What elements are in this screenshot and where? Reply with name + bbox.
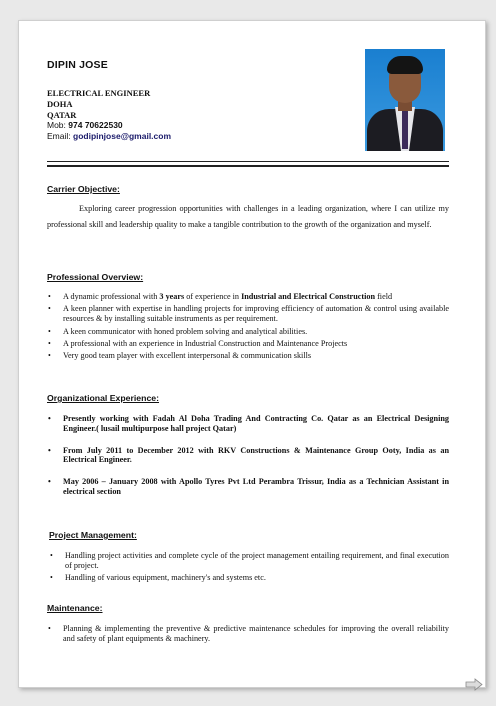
objective-section xyxy=(47,184,449,232)
header-divider xyxy=(47,161,449,162)
project-section xyxy=(49,530,449,586)
list-item: • From July 2011 to December 2012 with RKV Constructions & Maintenance Group Ooty, India as an Electrical Engineer. xyxy=(47,446,449,466)
list-item: • May 2006 – January 2008 with Apollo Tyres Pvt Ltd Perambra Trissur, India as a Technician Assistant in electrical section xyxy=(47,477,449,497)
objective-heading: Carrier Objective: xyxy=(47,184,120,194)
list-item: • A keen communicator with honed problem solving and analytical abilities. xyxy=(47,327,449,337)
overview-section xyxy=(47,272,449,364)
header-divider-thick xyxy=(47,165,449,167)
list-item: • Presently working with Fadah Al Doha Trading And Contracting Co. Qatar as an Electrical Designing Engineer.( lusail multipurpose hall project Qatar) xyxy=(47,414,449,434)
list-item: • Handling of various equipment, machinery's and systems etc. xyxy=(49,573,449,583)
experience-heading: Organizational Experience: xyxy=(47,393,160,403)
mobile-number: 974 70622530 xyxy=(68,120,123,131)
email-line xyxy=(47,131,171,142)
maintenance-section xyxy=(47,603,449,644)
overview-list xyxy=(47,292,449,361)
mobile-line xyxy=(47,120,171,131)
list-item: • A dynamic professional with 3 years of experience in Industrial and Electrical Construction field xyxy=(47,292,449,302)
job-title: ELECTRICAL ENGINEER xyxy=(47,88,151,98)
experience-section xyxy=(47,393,449,509)
list-item: • Planning & implementing the preventive & predictive maintenance schedules for improving the overall reliability and safety of plant equipments & machinery. xyxy=(47,624,449,644)
contact-block xyxy=(47,88,171,142)
project-heading: Project Management: xyxy=(49,530,137,540)
experience-list xyxy=(47,414,449,497)
overview-heading: Professional Overview: xyxy=(47,272,144,282)
email-label: Email: xyxy=(47,131,71,142)
maintenance-heading: Maintenance: xyxy=(47,603,103,613)
list-item: • A keen planner with expertise in handling projects for improving efficiency of automation & control using available resources & by installing suitable instruments as per requirement. xyxy=(47,304,449,324)
mobile-label: Mob: xyxy=(47,120,66,131)
project-list xyxy=(49,551,449,583)
profile-photo xyxy=(365,49,445,151)
list-item: • Handling project activities and complete cycle of the project management entailing requirement, and final execution of project. xyxy=(49,551,449,571)
candidate-name: DIPIN JOSE xyxy=(47,59,108,71)
city: DOHA xyxy=(47,98,73,109)
resume-page xyxy=(18,20,486,688)
maintenance-list xyxy=(47,624,449,644)
list-item: • Very good team player with excellent interpersonal & communication skills xyxy=(47,351,449,361)
next-page-arrow-icon[interactable] xyxy=(465,678,483,691)
list-item: • A professional with an experience in Industrial Construction and Maintenance Projects xyxy=(47,339,449,349)
email-address[interactable]: godipinjose@gmail.com xyxy=(73,131,172,142)
country: QATAR xyxy=(47,109,77,120)
objective-text: Exploring career progression opportunities with challenges in a leading organization, where I can utilize my professional skill and leadership quality to make a tangible contribution to the growth of the organization and myself. xyxy=(47,204,449,229)
